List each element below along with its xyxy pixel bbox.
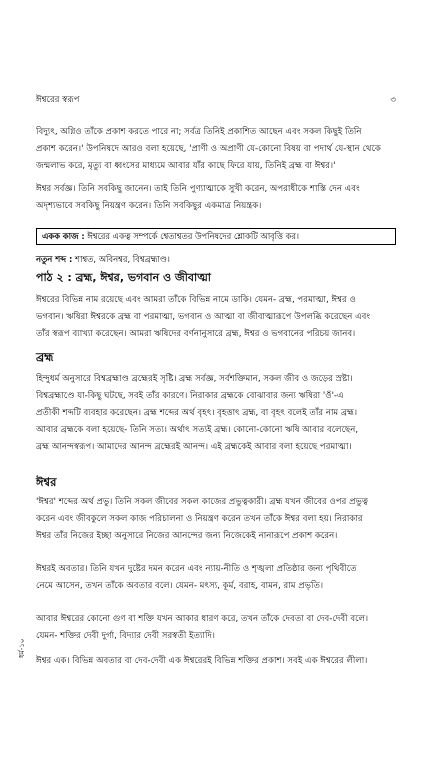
- chapter-title: ঈশ্বরের স্বরূপ: [36, 95, 80, 105]
- text-line: আবার ব্রহ্মকে বলা হয়েছে- তিনি সত্য। অর্থাৎ সত্যই ব্রহ্ম। কোনো-কোনো ঋষি আবার বলেছেন,: [36, 425, 359, 435]
- page-number: ৩: [390, 95, 396, 105]
- text-line: জন্মলাভ করে, মৃত্যু বা ধ্বংসের মাধ্যমে আবার যাঁর কাছে ফিরে যায়, তিনিই ব্রহ্ম বা ঈশ্বর।': [36, 161, 336, 171]
- text-line: ঈশ্বরের বিভিন্ন নাম রয়েছে এবং আমরা তাঁকে বিভিন্ন নামে ডাকি। যেমন- ব্রহ্ম, পরমাত্মা, ঈশ্বর ও: [36, 295, 356, 305]
- text-line: অদৃশ্যভাবে সবকিছু নিয়ন্ত্রণ করেন। তিনি সবকিছুর একমাত্র নিয়ন্ত্রক।: [36, 201, 262, 211]
- text-line: ব্রহ্ম আনন্দস্বরূপ। আমাদের আনন্দ ব্রহ্মেরই আনন্দ। এই ব্রহ্মকেই আবার বলা হয়েছে পরমাত্মা।: [36, 442, 352, 452]
- avatar-paragraph: [36, 561, 398, 595]
- running-header: [36, 92, 396, 108]
- single-task-text: ঈশ্বরের একত্ব সম্পর্কে শ্বেতাশ্বতর উপনিষদের শ্লোকটি আবৃত্তি কর।: [87, 231, 299, 241]
- omnipotence-paragraph: [36, 181, 398, 215]
- text-line: বিদ্যুৎ, অগ্নিও তাঁকে প্রকাশ করতে পারে না; সর্বত্র তিনিই প্রকাশিত আছেন এবং সকল কিছুই তিনি: [36, 127, 362, 137]
- new-words-text: শাশ্বত, অবিনশ্বর, বিশ্বব্রহ্মাণ্ড।: [74, 254, 170, 264]
- text-line: করেন এবং জীবকুলে সকল কাজ পরিচালনা ও নিয়ন্ত্রণ করেন তখন তাঁকে ঈশ্বর বলা হয়। নিরাকার: [36, 514, 363, 524]
- text-line: আবার ঈশ্বরের কোনো গুণ বা শক্তি যখন আকার ধারণ করে, তখন তাঁকে দেবতা বা দেব-দেবী বলে।: [36, 614, 369, 624]
- text-line: বিশ্বব্রহ্মাণ্ডে যা-কিছু ঘটছে, সবই তাঁর কারণে। নিরাকার ব্রহ্মকে বোঝাবার জন্য ঋষিরা 'ওঁ'-এ: [36, 391, 344, 401]
- intro-paragraph: [36, 124, 398, 175]
- text-line: ঈশ্বর তাঁর নিজের ইচ্ছা অনুসারে নিজের আনন্দের জন্য নিজেকেই নানারূপে প্রকাশ করেন।: [36, 531, 338, 541]
- new-words-label: নতুন শব্দ :: [36, 254, 73, 264]
- text-line: ঈশ্বর এক। বিভিন্ন অবতার বা দেব-দেবী এক ঈশ্বরেরই বিভিন্ন শক্তির প্রকাশ। সবই এক ঈশ্বরের লীলা।: [36, 656, 368, 666]
- closing-paragraph: [36, 653, 398, 670]
- single-task-box: [36, 228, 396, 245]
- deity-paragraph: [36, 611, 398, 645]
- brahma-heading: ব্রহ্ম: [36, 350, 54, 364]
- text-line: ঈশ্বরই অবতার। তিনি যখন দুষ্টের দমন করেন এবং ন্যায়-নীতি ও শৃঙ্খলা প্রতিষ্ঠার জন্য পৃথিবীতে: [36, 564, 357, 574]
- text-line: যেমন- শক্তির দেবী দুর্গা, বিদ্যার দেবী সরস্বতী ইত্যাদি।: [36, 631, 215, 641]
- text-line: ঈশ্বর সর্বজ্ঞ। তিনি সবকিছু জানেন। তাই তিনি পুণ্যাত্মাকে সুখী করেন, অপরাধীকে শাস্তি দেন এবং: [36, 184, 360, 194]
- single-task-label: একক কাজ :: [42, 231, 85, 241]
- brahma-paragraph: [36, 371, 398, 456]
- text-line: প্রতীকী শব্দটি ব্যবহার করেছেন। ব্রহ্ম শব্দের অর্থ বৃহৎ। বৃহত্তাৎ ব্রহ্ম, বা বৃহৎ বলেই তাঁর নাম ব্রহ্ম।: [36, 408, 358, 418]
- text-line: ভগবান। ঋষিরা ঈশ্বরকে ব্রহ্ম বা পরমাত্মা, ভগবান ও আত্মা বা জীবাত্মারূপে উপলব্ধি করেছেন এবং: [36, 312, 371, 322]
- ishwar-heading: ঈশ্বর: [36, 475, 57, 489]
- ishwar-paragraph: [36, 494, 398, 545]
- lesson-paragraph: [36, 292, 398, 343]
- lesson-title: পাঠ ২ : ব্রহ্ম, ঈশ্বর, ভগবান ও জীবাত্মা: [36, 271, 211, 284]
- side-page-code: ধর্ম-১০: [18, 638, 26, 658]
- text-line: নেমে আসেন, তখন তাঁকে অবতার বলে। যেমন- মৎস্য, কূর্ম, বরাহ, বামন, রাম প্রভৃতি।: [36, 581, 324, 591]
- new-words: [36, 251, 398, 268]
- text-line: হিন্দুধর্ম অনুসারে বিশ্বব্রহ্মাণ্ড ব্রহ্মেরই সৃষ্টি। ব্রহ্ম সর্বজ্ঞ, সর্বশক্তিমান, সকল জীব ও জড়ের স্রষ্টা।: [36, 374, 353, 384]
- text-line: প্রকাশ করেন।' উপনিষদে আরও বলা হয়েছে, 'প্রাণী ও অপ্রাণী যে-কোনো বিষয় বা পদার্থ যে-স্থান থেকে: [36, 144, 381, 154]
- text-line: 'ঈশ্বর' শব্দের অর্থ প্রভু। তিনি সকল জীবের সকল কাজের প্রভুত্বকারী। ব্রহ্ম যখন জীবের ওপর প্রভুত্ব: [36, 497, 369, 507]
- text-line: তাঁর স্বরূপ ব্যাখ্যা করেছেন। আমরা ঋষিদের বর্ণনানুসারে ব্রহ্ম, ঈশ্বর ও ভগবানের পরিচয় জানব।: [36, 329, 356, 339]
